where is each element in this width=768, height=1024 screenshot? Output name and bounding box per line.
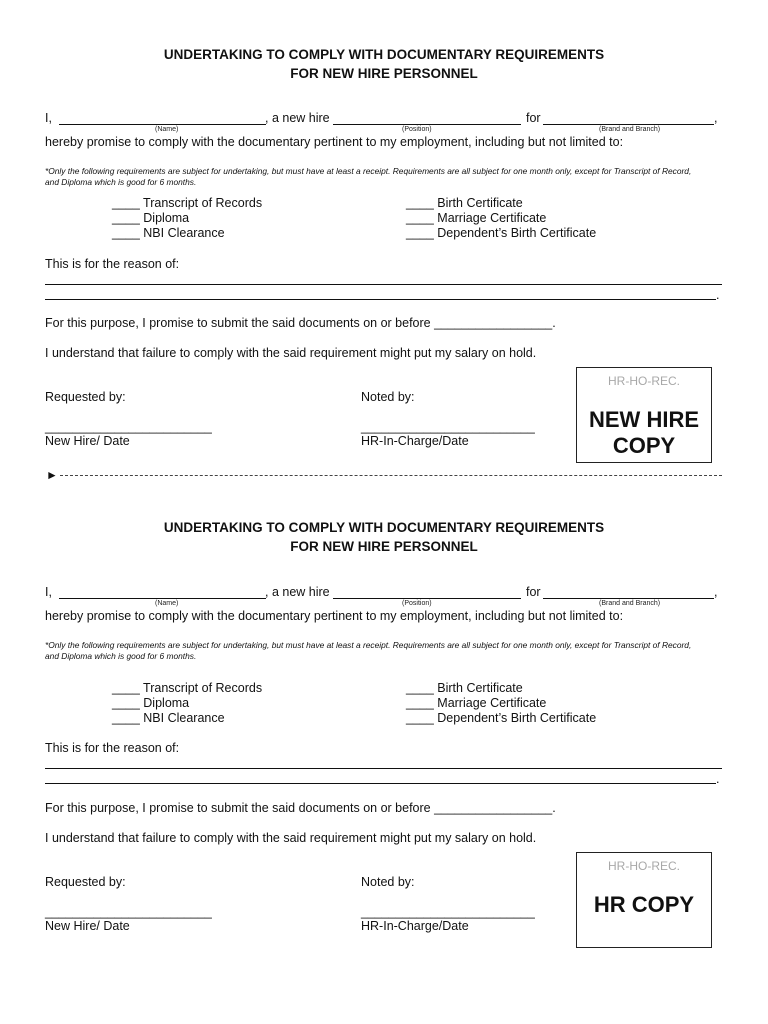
position-caption: (Position) [402, 600, 432, 607]
understand-text: I understand that failure to comply with the said requirement might put my salary on hold. [45, 831, 537, 845]
cut-arrow-icon: ► [46, 468, 58, 482]
reason-end: . [716, 772, 720, 786]
i-prefix: I, [45, 585, 52, 599]
requirement-nbi-clearance: ____ NBI Clearance [112, 711, 225, 725]
end-comma: , [714, 111, 718, 125]
position-blank-line[interactable] [333, 598, 521, 599]
i-prefix: I, [45, 111, 52, 125]
noted-signature-line[interactable]: _________________________ [361, 420, 535, 434]
understand-text: I understand that failure to comply with the said requirement might put my salary on hold. [45, 346, 537, 360]
purpose-text: For this purpose, I promise to submit the said documents on or before _________________. [45, 316, 556, 330]
noted-signature-line[interactable]: _________________________ [361, 905, 535, 919]
requirements-note: *Only the following requirements are subject for undertaking, but must have at least a receipt. Requirements are all subject for one month only, except for Transcript of Record, and Diploma which is good for 6 months. [45, 640, 692, 661]
name-caption: (Name) [155, 126, 179, 133]
copy-stamp-box [576, 852, 712, 948]
requirement-transcript: ____ Transcript of Records [112, 681, 263, 695]
copy-box-code: HR-HO-REC. [608, 859, 680, 873]
form-title-line2: FOR NEW HIRE PERSONNEL [290, 66, 478, 81]
noted-by-label: Noted by: [361, 390, 415, 404]
reason-label: This is for the reason of: [45, 257, 180, 271]
copy-box-label-line1: NEW HIRE [589, 407, 699, 432]
requirement-birth-certificate: ____ Birth Certificate [406, 196, 523, 210]
hr-in-charge-label: HR-In-Charge/Date [361, 919, 469, 933]
new-hire-date-label: New Hire/ Date [45, 434, 130, 448]
reason-line-2[interactable] [45, 299, 716, 300]
new-hire-date-label: New Hire/ Date [45, 919, 130, 933]
name-caption: (Name) [155, 600, 179, 607]
brand-blank-line[interactable] [543, 598, 714, 599]
requested-signature-line[interactable]: ________________________ [45, 905, 212, 919]
requirement-transcript: ____ Transcript of Records [112, 196, 263, 210]
reason-end: . [716, 288, 720, 302]
for-text: for [526, 111, 541, 125]
noted-by-label: Noted by: [361, 875, 415, 889]
requirement-dependents-birth-certificate: ____ Dependent’s Birth Certificate [406, 226, 597, 240]
promise-text: hereby promise to comply with the documentary pertinent to my employment, including but not limited to: [45, 609, 624, 623]
for-text: for [526, 585, 541, 599]
requested-by-label: Requested by: [45, 875, 126, 889]
requirement-nbi-clearance: ____ NBI Clearance [112, 226, 225, 240]
requirement-birth-certificate: ____ Birth Certificate [406, 681, 523, 695]
brand-blank-line[interactable] [543, 124, 714, 125]
requirement-marriage-certificate: ____ Marriage Certificate [406, 211, 547, 225]
purpose-text: For this purpose, I promise to submit the said documents on or before _________________. [45, 801, 556, 815]
promise-text: hereby promise to comply with the documentary pertinent to my employment, including but not limited to: [45, 135, 624, 149]
requirement-marriage-certificate: ____ Marriage Certificate [406, 696, 547, 710]
reason-label: This is for the reason of: [45, 741, 180, 755]
new-hire-text: , a new hire [265, 585, 330, 599]
copy-box-label-line2: COPY [612, 433, 676, 458]
name-blank-line[interactable] [59, 124, 266, 125]
requested-signature-line[interactable]: ________________________ [45, 420, 212, 434]
form-title-line1: UNDERTAKING TO COMPLY WITH DOCUMENTARY REQUIREMENTS [163, 520, 605, 535]
form-new-hire-copy [0, 0, 768, 470]
requirements-note: *Only the following requirements are subject for undertaking, but must have at least a receipt. Requirements are all subject for one month only, except for Transcript of Record, and Diploma which is good for 6 months. [45, 166, 692, 187]
brand-caption: (Brand and Branch) [599, 126, 661, 133]
brand-caption: (Brand and Branch) [599, 600, 661, 607]
position-blank-line[interactable] [333, 124, 521, 125]
hr-in-charge-label: HR-In-Charge/Date [361, 434, 469, 448]
reason-line-1[interactable] [45, 768, 722, 769]
copy-box-label-line1: HR COPY [593, 892, 695, 917]
requested-by-label: Requested by: [45, 390, 126, 404]
form-title-line2: FOR NEW HIRE PERSONNEL [290, 539, 478, 554]
end-comma: , [714, 585, 718, 599]
name-blank-line[interactable] [59, 598, 266, 599]
position-caption: (Position) [402, 126, 432, 133]
copy-stamp-box [576, 367, 712, 463]
requirement-dependents-birth-certificate: ____ Dependent’s Birth Certificate [406, 711, 597, 725]
requirement-diploma: ____ Diploma [112, 696, 190, 710]
reason-line-2[interactable] [45, 783, 716, 784]
new-hire-text: , a new hire [265, 111, 330, 125]
copy-box-code: HR-HO-REC. [608, 374, 680, 388]
requirement-diploma: ____ Diploma [112, 211, 190, 225]
form-title-line1: UNDERTAKING TO COMPLY WITH DOCUMENTARY REQUIREMENTS [163, 47, 605, 62]
reason-line-1[interactable] [45, 284, 722, 285]
form-hr-copy [0, 473, 768, 943]
